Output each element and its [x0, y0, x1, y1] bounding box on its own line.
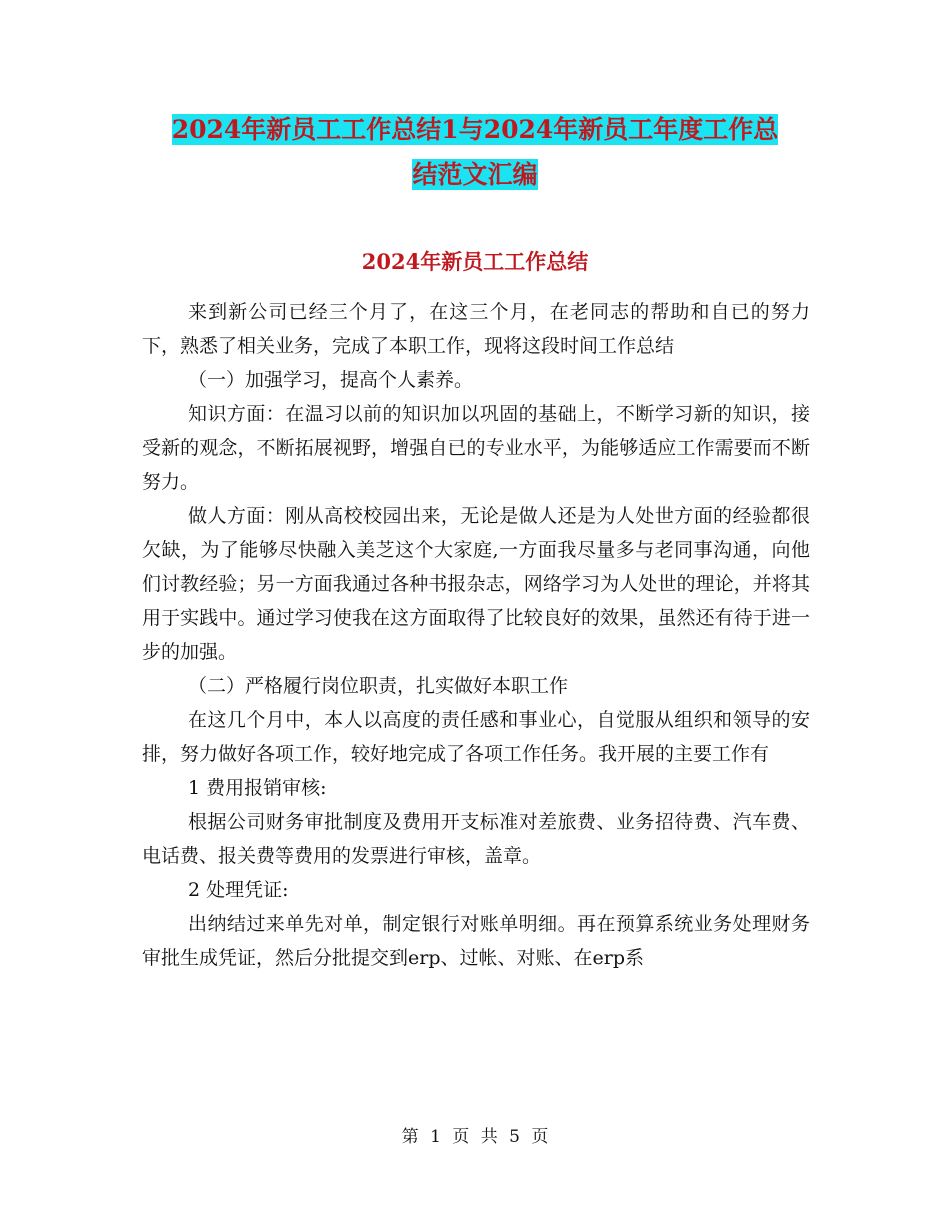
paragraph-conduct: 做人方面：刚从高校校园出来，无论是做人还是为人处世方面的经验都很欠缺，为了能够尽快融入美芝这个大家庭,一方面我尽量多与老同事沟通，向他们讨教经验；另一方面我通过各种书报杂志，网络学习为人处世的理论，并将其用于实践中。通过学习使我在这方面取得了比较良好的效果，虽然还有待于进一步的加强。 — [142, 505, 810, 663]
title-highlight-2: 结范文汇编 — [412, 160, 538, 189]
item-vouchers-heading: 2 处理凭证: — [188, 879, 289, 901]
document-title-line-2 — [0, 153, 950, 197]
subheading-duties: （二）严格履行岗位职责，扎实做好本职工作 — [188, 675, 569, 697]
document-title-line-1 — [0, 108, 950, 152]
paragraph-knowledge: 知识方面：在温习以前的知识加以巩固的基础上，不断学习新的知识，接受新的观念，不断拓展视野，增强自已的专业水平，为能够适应工作需要而不断努力。 — [142, 403, 810, 493]
page-footer: 第 1 页 共 5 页 — [401, 1127, 549, 1147]
paragraph-work: 在这几个月中，本人以高度的责任感和事业心，自觉服从组织和领导的安排，努力做好各项工作，较好地完成了各项工作任务。我开展的主要工作有 — [142, 709, 810, 765]
paragraph-intro: 来到新公司已经三个月了，在这三个月，在老同志的帮助和自已的努力下，熟悉了相关业务，完成了本职工作，现将这段时间工作总结 — [142, 301, 810, 357]
subheading-study: （一）加强学习，提高个人素养。 — [188, 369, 474, 391]
paragraph-expense-review: 根据公司财务审批制度及费用开支标准对差旅费、业务招待费、汽车费、电话费、报关费等费用的发票进行审核，盖章。 — [142, 811, 810, 867]
document-body — [142, 295, 810, 975]
section-title: 2024年新员工工作总结 — [361, 249, 589, 274]
item-expense-review-heading: 1 费用报销审核: — [188, 777, 327, 799]
title-highlight-1: 2024年新员工工作总结1与2024年新员工年度工作总 — [171, 115, 779, 144]
paragraph-vouchers: 出纳结过来单先对单，制定银行对账单明细。再在预算系统业务处理财务审批生成凭证，然后分批提交到erp、过帐、对账、在erp系 — [142, 913, 810, 969]
